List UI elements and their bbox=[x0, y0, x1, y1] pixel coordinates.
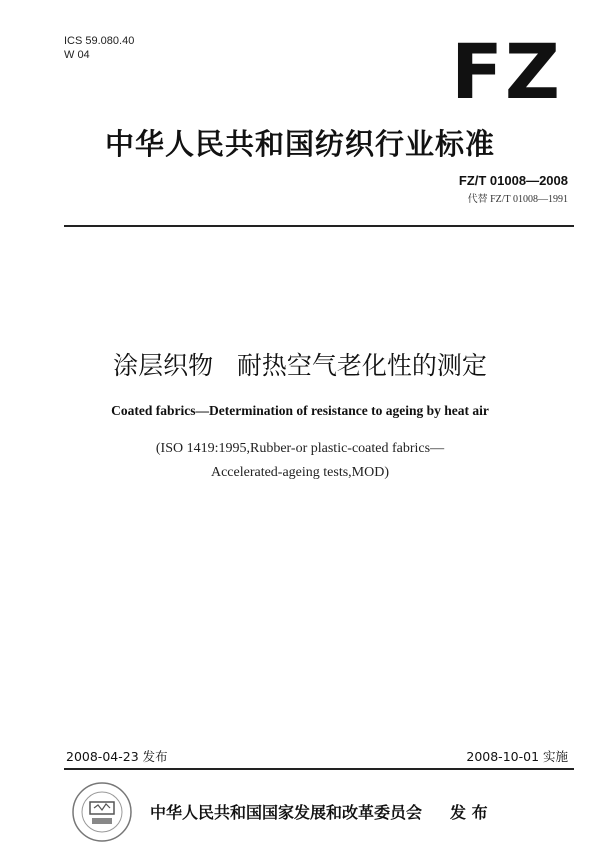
document-title-zh: 涂层织物 耐热空气老化性的测定 bbox=[113, 351, 487, 380]
publish-date: 2008-04-23 发布 bbox=[66, 749, 168, 764]
header-divider bbox=[64, 225, 574, 227]
issuer-action: 发 布 bbox=[450, 803, 488, 822]
standard-category-title: 中华人民共和国纺织行业标准 bbox=[104, 127, 495, 161]
issuer-name: 中华人民共和国国家发展和改革委员会 bbox=[150, 803, 423, 822]
issuing-authority bbox=[150, 800, 488, 823]
replaces-standard: 代替 FZ/T 01008—1991 bbox=[467, 194, 568, 205]
fz-logo: FZ bbox=[450, 27, 562, 116]
implement-date: 2008-10-01 实施 bbox=[466, 749, 568, 764]
standard-number-text: FZ/T 01008—2008 bbox=[458, 173, 568, 188]
standard-number bbox=[459, 173, 568, 188]
ccs-code: W 04 bbox=[64, 49, 90, 61]
ics-code: ICS 59.080.40 bbox=[64, 35, 135, 47]
document-title-en: Coated fabrics—Determination of resistance to ageing by heat air bbox=[111, 403, 489, 418]
publisher-seal-icon bbox=[70, 780, 134, 844]
iso-reference-line-1: (ISO 1419:1995,Rubber-or plastic-coated fabrics— bbox=[155, 441, 445, 456]
classification-codes bbox=[64, 34, 134, 62]
iso-reference-line-2: Accelerated-ageing tests,MOD) bbox=[210, 465, 390, 480]
footer-divider bbox=[64, 768, 574, 770]
